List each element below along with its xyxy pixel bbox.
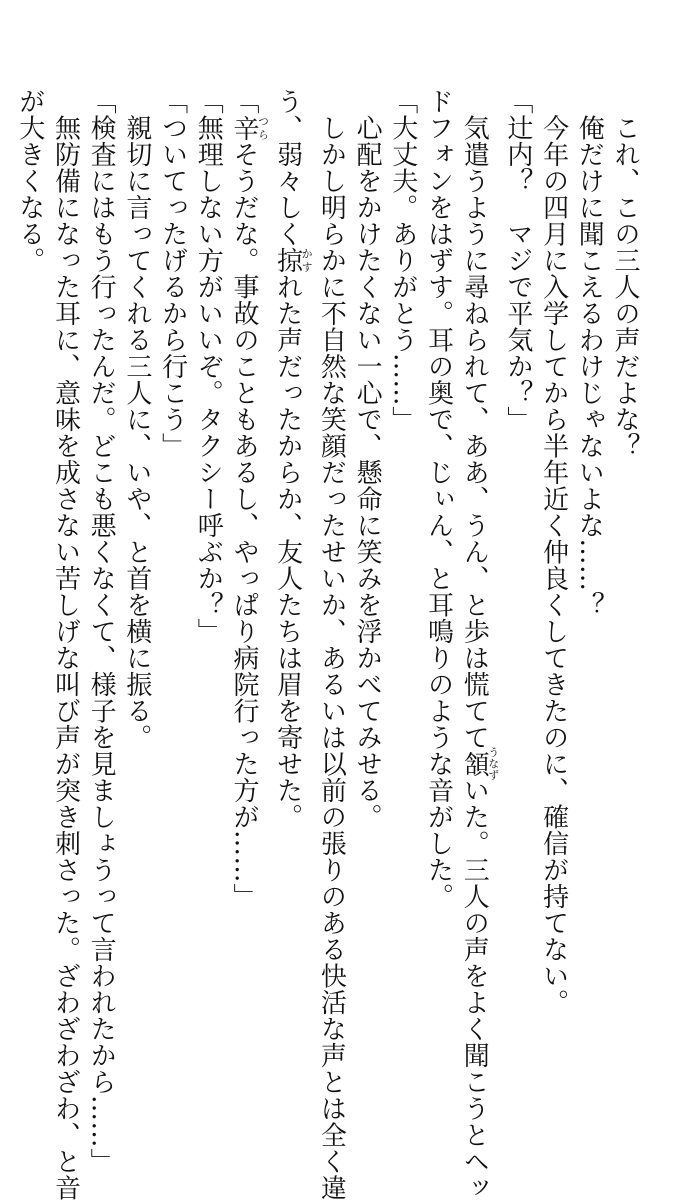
text-line: う、弱々しく掠かすれた声だったからか、友人たちは眉を寄せた。 (272, 88, 314, 830)
text-line: これ、この三人の声だよな？ (610, 88, 640, 459)
text-line: 心配をかけたくない一心で、懸命に笑みを浮かべてみせる。 (352, 88, 383, 830)
text-line: 無防備になった耳に、意味を成さない苦しげな叫び声が突き刺さった。ざわざわざわ、と音 (50, 88, 81, 1201)
text-line: 親切に言ってくれる三人に、いや、と首を横に振る。 (121, 88, 152, 751)
text-line: 気遣うように尋ねられて、ああ、うん、と歩は慌てて頷うなずいた。三人の声をよく聞こうとヘッ (459, 88, 500, 1201)
text-line: 「大丈夫。ありがとう……」 (387, 88, 418, 433)
text-line: 「無理しない方がいいぞ。タクシー呼ぶか？」 (193, 88, 224, 645)
text-line: 「辻内？ マジで平気か？」 (502, 88, 533, 433)
text-line: 俺だけに聞こえるわけじゃないよな……？ (574, 88, 605, 618)
text-line: 「辛つらそうだな。事故のこともあるし、やっぱり病院行った方が……」 (228, 88, 270, 910)
text-line: ドフォンをはずす。耳の奥で、じぃん、と耳鳴りのような音がした。 (423, 88, 454, 910)
text-line: 今年の四月に入学してから半年近く仲良くしてきたのに、確信が持てない。 (538, 88, 569, 1016)
text-line: 「検査にはもう行ったんだ。どこも悪くなくて、様子を見ましょうって言われたから……」 (86, 88, 117, 1175)
ruby-word: 辛つら (228, 114, 270, 141)
text-line: しかし明らかに不自然な笑顔だったせいか、あるいは以前の張りのある快活な声とは全く違 (316, 88, 347, 1201)
ruby-word: 頷うなず (459, 746, 500, 781)
ruby-word: 掠かす (272, 247, 314, 274)
vertical-text-body (11, 88, 642, 1201)
text-line: が大きくなる。 (14, 88, 45, 274)
text-line: 「ついてったげるから行こう」 (157, 88, 188, 459)
